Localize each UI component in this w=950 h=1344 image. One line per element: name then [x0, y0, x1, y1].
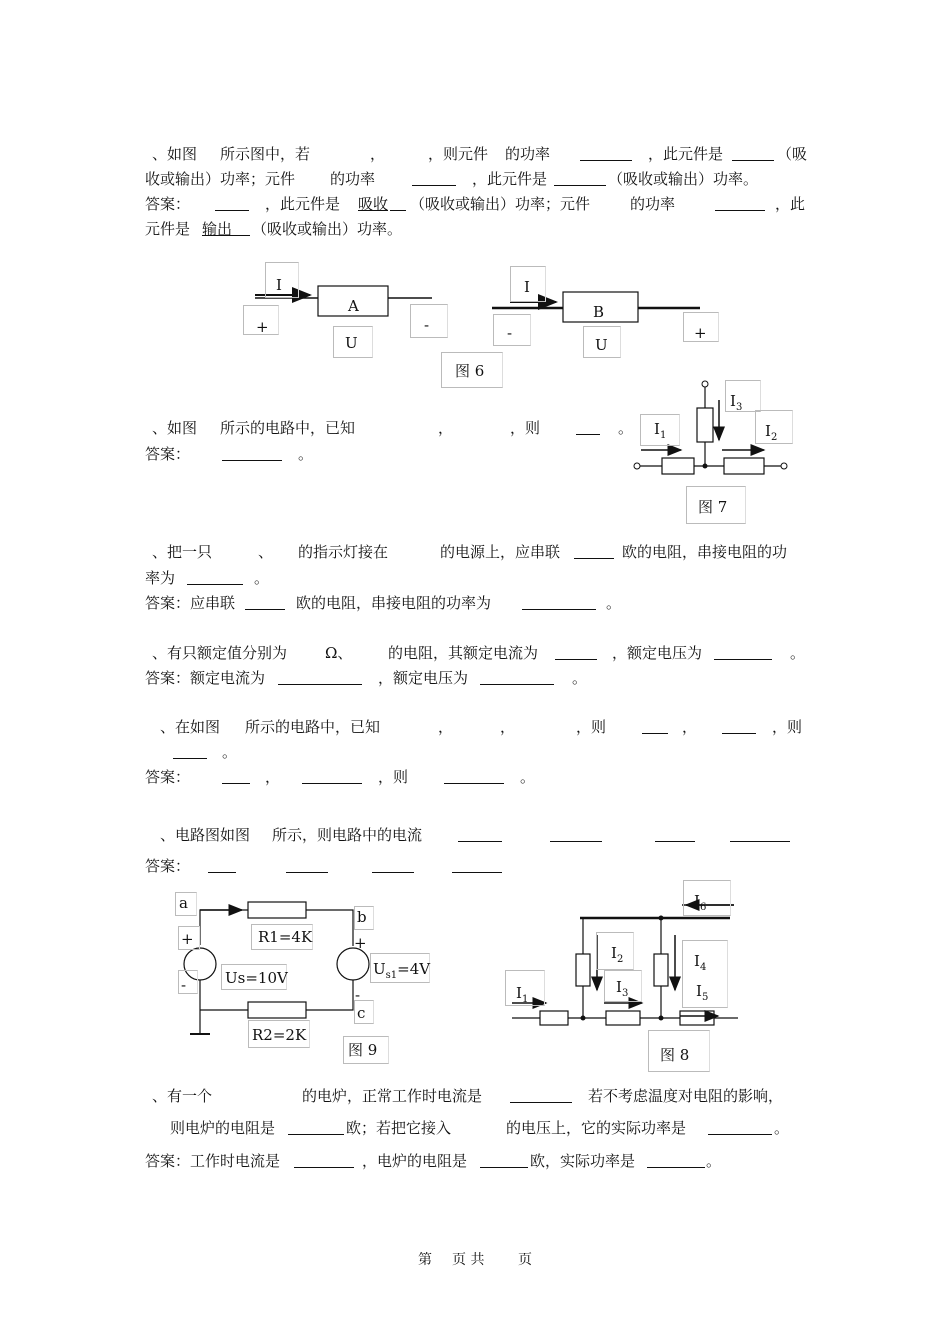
- q6-answer: （吸收或输出）功率；元件: [410, 195, 591, 213]
- q8-text: 。: [254, 569, 270, 587]
- footer-text: 页 共: [452, 1252, 485, 1268]
- node-a-label: a: [179, 894, 188, 912]
- blank: [302, 783, 362, 784]
- source-us-label: Us=10V: [225, 969, 288, 987]
- q6-text: ，: [370, 145, 386, 163]
- q6-text: 的功率: [330, 170, 376, 188]
- figure-caption: 图 9: [348, 1041, 378, 1059]
- current-label: $I_1$: [654, 420, 667, 441]
- q10-text: ，则: [576, 718, 607, 736]
- q6-answer: 的功率: [630, 195, 676, 213]
- minus-terminal: -: [507, 324, 513, 342]
- blank: [550, 841, 602, 842]
- q11-text: 、电路图如图: [160, 826, 251, 844]
- current-label: $I_1$: [516, 984, 529, 1005]
- blank: [576, 434, 600, 435]
- current-label: $I_6$: [694, 892, 707, 913]
- blank: [452, 872, 502, 873]
- q7-text: 所示的电路中，已知: [220, 419, 356, 437]
- q6-text: ，此元件是: [648, 145, 724, 163]
- blank: [245, 609, 285, 610]
- q9-text: ，额定电压为: [612, 644, 703, 662]
- q9-text: 。: [790, 644, 806, 662]
- q12-answer: 答案：工作时电流是: [145, 1152, 281, 1170]
- q12-text: 则电炉的电阻是: [170, 1119, 276, 1137]
- q10-text: ，: [500, 718, 516, 736]
- q6-text: 所示图中，若: [220, 145, 311, 163]
- blank: [222, 783, 250, 784]
- blank: [522, 609, 596, 610]
- q8-text: 的指示灯接在: [298, 543, 389, 561]
- node-b-label: b: [357, 908, 367, 926]
- q6-text: 的功率: [505, 145, 551, 163]
- plus-terminal: +: [354, 934, 367, 952]
- q10-answer: ，: [265, 768, 281, 786]
- q9-text: Ω、: [325, 644, 353, 662]
- q7-answer: 。: [298, 445, 314, 463]
- q8-answer: 。: [606, 594, 622, 612]
- q12-text: 若不考虑温度对电阻的影响，: [588, 1087, 784, 1105]
- q9-text: 的电阻，其额定电流为: [388, 644, 539, 662]
- voltage-label: U: [595, 336, 608, 354]
- plus-terminal: +: [694, 324, 707, 342]
- q12-text: 欧；若把它接入: [346, 1119, 452, 1137]
- q8-answer: 欧的电阻，串接电阻的功率为: [296, 594, 492, 612]
- q12-text: 的电压上，它的实际功率是: [506, 1119, 687, 1137]
- source-us1-label: $U_{s1}=4V$: [373, 960, 431, 981]
- q9-answer: 答案：额定电流为: [145, 669, 266, 687]
- q9-answer: 。: [572, 669, 588, 687]
- minus-terminal: -: [181, 976, 187, 994]
- figure-caption: 图 7: [698, 498, 728, 516]
- q12-answer: 。: [706, 1152, 722, 1170]
- q7-text: 、如图: [152, 419, 198, 437]
- q7-text: ，则: [510, 419, 541, 437]
- blank: [187, 584, 243, 585]
- blank: [480, 1167, 528, 1168]
- q6-text: 收或输出）功率；元件: [145, 170, 296, 188]
- blank: [208, 872, 236, 873]
- blank: [574, 558, 614, 559]
- element-b-label: B: [593, 303, 605, 321]
- plus-terminal: +: [256, 318, 269, 336]
- current-label: I: [524, 278, 530, 296]
- q6-text: （吸收或输出）功率。: [608, 170, 759, 188]
- footer-text: 页: [518, 1252, 532, 1268]
- q6-answer: ，此: [775, 195, 806, 213]
- current-label: $I_2$: [765, 422, 778, 443]
- q8-text: 、把一只: [152, 543, 213, 561]
- plus-terminal: +: [181, 930, 194, 948]
- blank: [372, 872, 414, 873]
- blank: [722, 733, 756, 734]
- q10-answer: 答案：: [145, 768, 191, 786]
- q9-answer: ，额定电压为: [378, 669, 469, 687]
- q6-answer: ，此元件是: [265, 195, 341, 213]
- blank: [555, 659, 597, 660]
- q12-text: 。: [774, 1119, 790, 1137]
- minus-terminal: -: [424, 316, 430, 334]
- q7-text: ，: [438, 419, 454, 437]
- q6-text: 、如图: [152, 145, 198, 163]
- figure-caption: 图 8: [660, 1046, 690, 1064]
- node-c-label: c: [357, 1004, 366, 1022]
- blank: [642, 733, 668, 734]
- q8-answer: 答案：应串联: [145, 594, 236, 612]
- q11-answer: 答案：: [145, 857, 191, 875]
- blank: [730, 841, 790, 842]
- element-a-label: A: [348, 297, 359, 315]
- q12-answer: 欧，实际功率是: [530, 1152, 636, 1170]
- blank: [647, 1167, 705, 1168]
- q11-text: 所示，则电路中的电流: [272, 826, 423, 844]
- voltage-label: U: [345, 334, 358, 352]
- q10-text: ，则: [772, 718, 803, 736]
- q12-answer: ，电炉的电阻是: [362, 1152, 468, 1170]
- q10-text: ，: [682, 718, 698, 736]
- q10-text: 所示的电路中，已知: [245, 718, 381, 736]
- q12-text: 的电炉，正常工作时电流是: [302, 1087, 483, 1105]
- current-label: I: [276, 276, 282, 294]
- q6-answer-absorb: 吸收: [358, 195, 389, 213]
- q6-text: ，则元件: [428, 145, 489, 163]
- current-label: $I_3$: [730, 392, 743, 413]
- q6-answer: 答案：: [145, 195, 191, 213]
- blank: [294, 1167, 354, 1168]
- figure-caption: 图 6: [455, 362, 485, 380]
- q6-text: （吸: [777, 145, 808, 163]
- q10-answer: 。: [520, 768, 536, 786]
- minus-terminal: -: [355, 986, 361, 1004]
- q7-text: 。: [618, 419, 634, 437]
- q10-text: ，: [438, 718, 454, 736]
- blank: [458, 841, 502, 842]
- q10-answer: ，则: [378, 768, 409, 786]
- blank: [288, 1134, 344, 1135]
- q7-answer: 答案：: [145, 445, 191, 463]
- q8-text: 、: [258, 543, 274, 561]
- blank: [173, 758, 207, 759]
- resistor-r1-label: R1=4K: [258, 928, 313, 946]
- q9-text: 、有只额定值分别为: [152, 644, 288, 662]
- blank: [655, 841, 695, 842]
- blank: [708, 1134, 772, 1135]
- current-label: $I_2$: [611, 944, 624, 965]
- q10-text: 。: [222, 743, 238, 761]
- current-label: $I_3$: [616, 978, 629, 999]
- q6-answer: 元件是: [145, 220, 191, 238]
- q6-text: ，此元件是: [472, 170, 548, 188]
- blank: [714, 659, 772, 660]
- current-label: $I_4$: [694, 952, 707, 973]
- q10-text: 、在如图: [160, 718, 221, 736]
- q6-answer: （吸收或输出）功率。: [252, 220, 403, 238]
- q8-text: 欧的电阻，串接电阻的功: [622, 543, 788, 561]
- q8-text: 的电源上，应串联: [440, 543, 561, 561]
- resistor-r2-label: R2=2K: [252, 1026, 307, 1044]
- current-label: $I_5$: [696, 982, 709, 1003]
- blank: [286, 872, 328, 873]
- footer-text: 第: [418, 1252, 432, 1268]
- q12-text: 、有一个: [152, 1087, 213, 1105]
- blank: [480, 684, 554, 685]
- blank: [222, 460, 282, 461]
- blank: [278, 684, 362, 685]
- blank: [444, 783, 504, 784]
- q6-answer-output: 输出: [202, 220, 233, 238]
- q8-text: 率为: [145, 569, 176, 587]
- blank: [510, 1102, 572, 1103]
